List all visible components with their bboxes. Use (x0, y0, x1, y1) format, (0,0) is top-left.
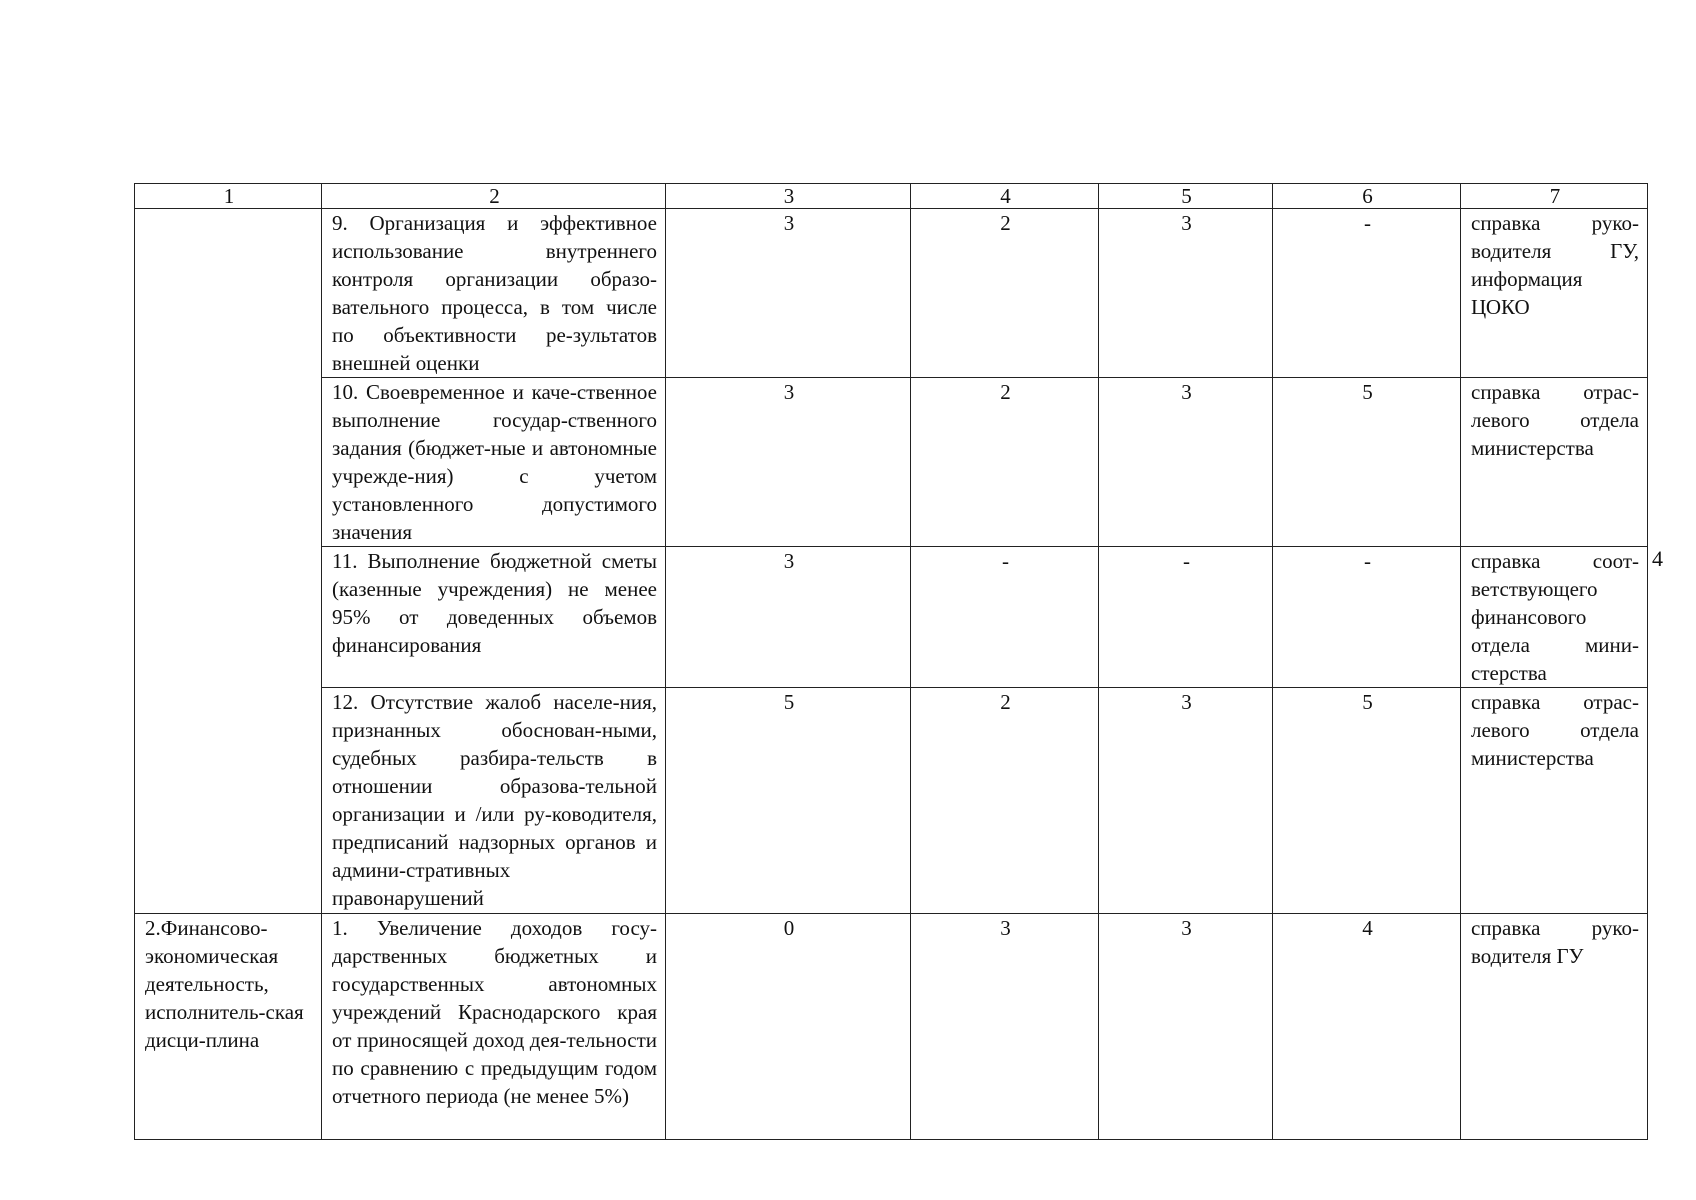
table-row (135, 378, 1648, 547)
header-col-3: 3 (666, 184, 911, 209)
header-col-2: 2 (322, 184, 666, 209)
score-cell-col4: 2 (911, 378, 1099, 547)
score-cell-col5: 3 (1099, 378, 1273, 547)
score-cell-col3: 3 (666, 547, 911, 688)
score-cell-col6: 5 (1273, 688, 1461, 914)
criterion-cell: 9. Организация и эффективное использование внутреннего контроля организации образо-вательного процесса, в том числе по объективности ре-зультатов внешней оценки (322, 209, 666, 378)
header-col-5: 5 (1099, 184, 1273, 209)
score-cell-col3: 3 (666, 378, 911, 547)
criterion-cell: 10. Своевременное и каче-ственное выполнение государ-ственного задания (бюджет-ные и автономные учрежде-ния) с учетом установленного допустимого значения (322, 378, 666, 547)
header-col-6: 6 (1273, 184, 1461, 209)
criterion-cell: 1. Увеличение доходов госу-дарственных бюджетных и государственных автономных учреждений Краснодарского края от приносящей доход дея-тельности по сравнению с предыдущим годом отчетного периода (не менее 5%) (322, 914, 666, 1140)
header-col-7: 7 (1461, 184, 1648, 209)
table-row (135, 914, 1648, 1140)
criteria-table (134, 183, 1648, 1140)
score-cell-col5: 3 (1099, 914, 1273, 1140)
score-cell-col3: 5 (666, 688, 911, 914)
source-cell: справка отрас-левого отдела министерства (1461, 378, 1648, 547)
table-header-row (135, 184, 1648, 209)
header-col-1: 1 (135, 184, 322, 209)
source-cell: справка руко-водителя ГУ, информация ЦОКО (1461, 209, 1648, 378)
score-cell-col3: 3 (666, 209, 911, 378)
header-col-4: 4 (911, 184, 1099, 209)
score-cell-col5: - (1099, 547, 1273, 688)
score-cell-col4: 2 (911, 209, 1099, 378)
score-cell-col6: - (1273, 209, 1461, 378)
table-row (135, 688, 1648, 914)
score-cell-col6: 4 (1273, 914, 1461, 1140)
score-cell-col5: 3 (1099, 688, 1273, 914)
table-row (135, 209, 1648, 378)
source-cell: справка отрас-левого отдела министерства (1461, 688, 1648, 914)
criterion-cell: 11. Выполнение бюджетной сметы (казенные учреждения) не менее 95% от доведенных объемов финансирования (322, 547, 666, 688)
score-cell-col6: - (1273, 547, 1461, 688)
group-cell-empty (135, 209, 322, 914)
page-number: 4 (1652, 546, 1663, 571)
source-cell: справка соот-ветствующего финансового отдела мини-стерства (1461, 547, 1648, 688)
score-cell-col4: 2 (911, 688, 1099, 914)
table-row (135, 547, 1648, 688)
criterion-cell: 12. Отсутствие жалоб населе-ния, признанных обоснован-ными, судебных разбира-тельств в отношении образова-тельной организации и /или ру-ководителя, предписаний надзорных органов и админи-стративных правонарушений (322, 688, 666, 914)
score-cell-col6: 5 (1273, 378, 1461, 547)
score-cell-col4: 3 (911, 914, 1099, 1140)
score-cell-col4: - (911, 547, 1099, 688)
group-label-cell: 2.Финансово-экономическая деятельность, исполнитель-ская дисци-плина (135, 914, 322, 1140)
score-cell-col5: 3 (1099, 209, 1273, 378)
score-cell-col3: 0 (666, 914, 911, 1140)
source-cell: справка руко-водителя ГУ (1461, 914, 1648, 1140)
